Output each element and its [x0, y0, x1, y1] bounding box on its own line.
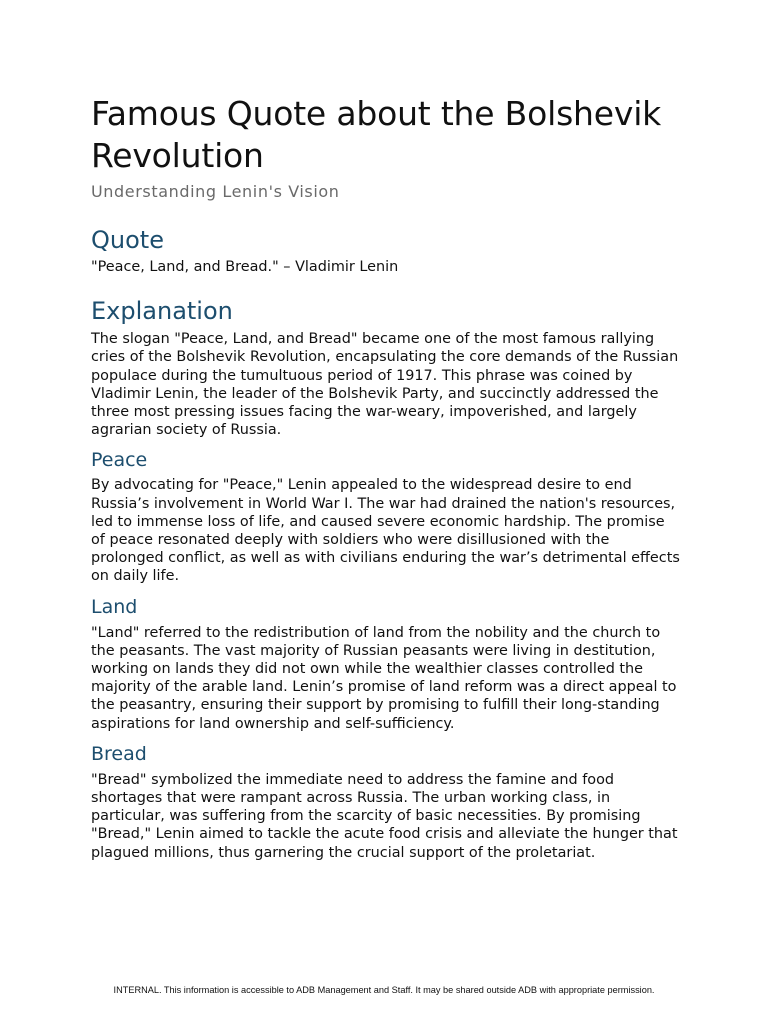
quote-heading: Quote — [91, 226, 164, 254]
bread-paragraph: "Bread" symbolized the immediate need to address the famine and food shortages that were rampant across Russia. The urban working class, in particular, was suffering from the scarcity of basic necessities. By promising "Bread," Lenin aimed to tackle the acute food crisis and alleviate the hunger that plagued millions, thus garnering the crucial support of the proletariat. — [91, 771, 678, 861]
peace-paragraph: By advocating for "Peace," Lenin appealed to the widespread desire to end Russia’s involvement in World War I. The war had drained the nation's resources, led to immense loss of life, and caused severe economic hardship. The promise of peace resonated deeply with soldiers who were disillusioned with the prolonged conflict, as well as with civilians enduring the war’s detrimental effects on daily life. — [91, 477, 680, 585]
peace-heading: Peace — [91, 449, 148, 472]
page-title: Famous Quote about the Bolshevik Revolution — [91, 94, 662, 175]
quote-text: "Peace, Land, and Bread." – Vladimir Lenin — [91, 259, 399, 275]
explanation-paragraph: The slogan "Peace, Land, and Bread" became one of the most famous rallying cries of the Bolshevik Revolution, encapsulating the core demands of the Russian populace during the tumultuous period of 1917. This phrase was coined by Vladimir Lenin, the leader of the Bolshevik Party, and succinctly addressed the three most pressing issues facing the war-weary, impoverished, and largely agrarian society of Russia. — [91, 331, 679, 439]
page-subtitle: Understanding Lenin's Vision — [91, 182, 340, 201]
land-heading: Land — [91, 595, 138, 618]
document-page — [91, 93, 681, 862]
explanation-heading: Explanation — [91, 297, 233, 326]
footer-classification-notice: INTERNAL. This information is accessible to ADB Management and Staff. It may be shared outside ADB with appropriate permission. — [113, 985, 655, 995]
bread-heading: Bread — [91, 742, 147, 765]
land-paragraph: "Land" referred to the redistribution of land from the nobility and the church to the peasants. The vast majority of Russian peasants were living in destitution, working on lands they did not own while the wealthier classes controlled the majority of the arable land. Lenin’s promise of land reform was a direct appeal to the peasantry, ensuring their support by promising to fulfill their long-standing aspirations for land ownership and self-sufficiency. — [91, 624, 677, 732]
